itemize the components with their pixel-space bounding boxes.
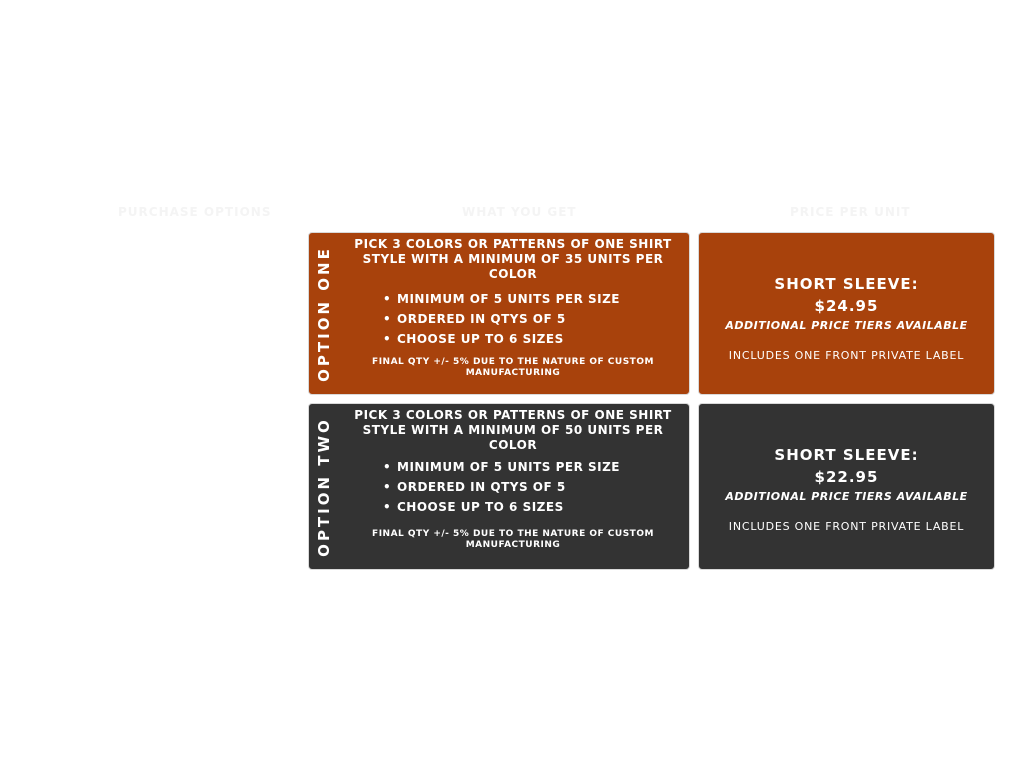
list-item: • CHOOSE UP TO 6 SIZES — [383, 497, 643, 517]
option-two-details-card — [308, 403, 690, 570]
list-item: • CHOOSE UP TO 6 SIZES — [383, 329, 643, 349]
option-two-tiers: ADDITIONAL PRICE TIERS AVAILABLE — [725, 490, 968, 503]
option-one-headline: PICK 3 COLORS OR PATTERNS OF ONE SHIRT STYLE WITH A MINIMUM OF 35 UNITS PER COLOR — [354, 237, 672, 281]
option-one-label: OPTION ONE — [315, 245, 334, 382]
option-two-price-card — [698, 403, 995, 570]
option-one-price: $24.95 — [814, 297, 879, 315]
background-heading-left: PURCHASE OPTIONS — [118, 205, 272, 219]
option-two-fine-print: FINAL QTY +/- 5% DUE TO THE NATURE OF CUSTOM MANUFACTURING — [372, 529, 654, 550]
option-one-content — [345, 233, 681, 394]
option-one-price-card — [698, 232, 995, 395]
option-two-price-label: SHORT SLEEVE: — [774, 446, 919, 464]
list-item: • MINIMUM OF 5 UNITS PER SIZE — [383, 289, 643, 309]
option-two-price: $22.95 — [814, 468, 879, 486]
list-item: • ORDERED IN QTYS OF 5 — [383, 309, 643, 329]
option-two-content — [345, 404, 681, 569]
option-two-label: OPTION TWO — [315, 416, 333, 557]
background-heading-center: WHAT YOU GET — [462, 205, 577, 219]
background-heading-right: PRICE PER UNIT — [790, 205, 911, 219]
option-two-headline: PICK 3 COLORS OR PATTERNS OF ONE SHIRT STYLE WITH A MINIMUM OF 50 UNITS PER COLOR — [354, 408, 672, 452]
list-item: • ORDERED IN QTYS OF 5 — [383, 477, 643, 497]
option-two-includes: INCLUDES ONE FRONT PRIVATE LABEL — [728, 520, 965, 533]
option-two-bullet-list — [383, 457, 643, 517]
option-one-bullet-list — [383, 289, 643, 349]
option-one-fine-print: FINAL QTY +/- 5% DUE TO THE NATURE OF CUSTOM MANUFACTURING — [372, 357, 654, 378]
option-one-includes: INCLUDES ONE FRONT PRIVATE LABEL — [728, 349, 965, 362]
list-item: • MINIMUM OF 5 UNITS PER SIZE — [383, 457, 643, 477]
option-one-tiers: ADDITIONAL PRICE TIERS AVAILABLE — [725, 319, 968, 332]
option-one-price-label: SHORT SLEEVE: — [774, 275, 919, 293]
option-one-details-card — [308, 232, 690, 395]
